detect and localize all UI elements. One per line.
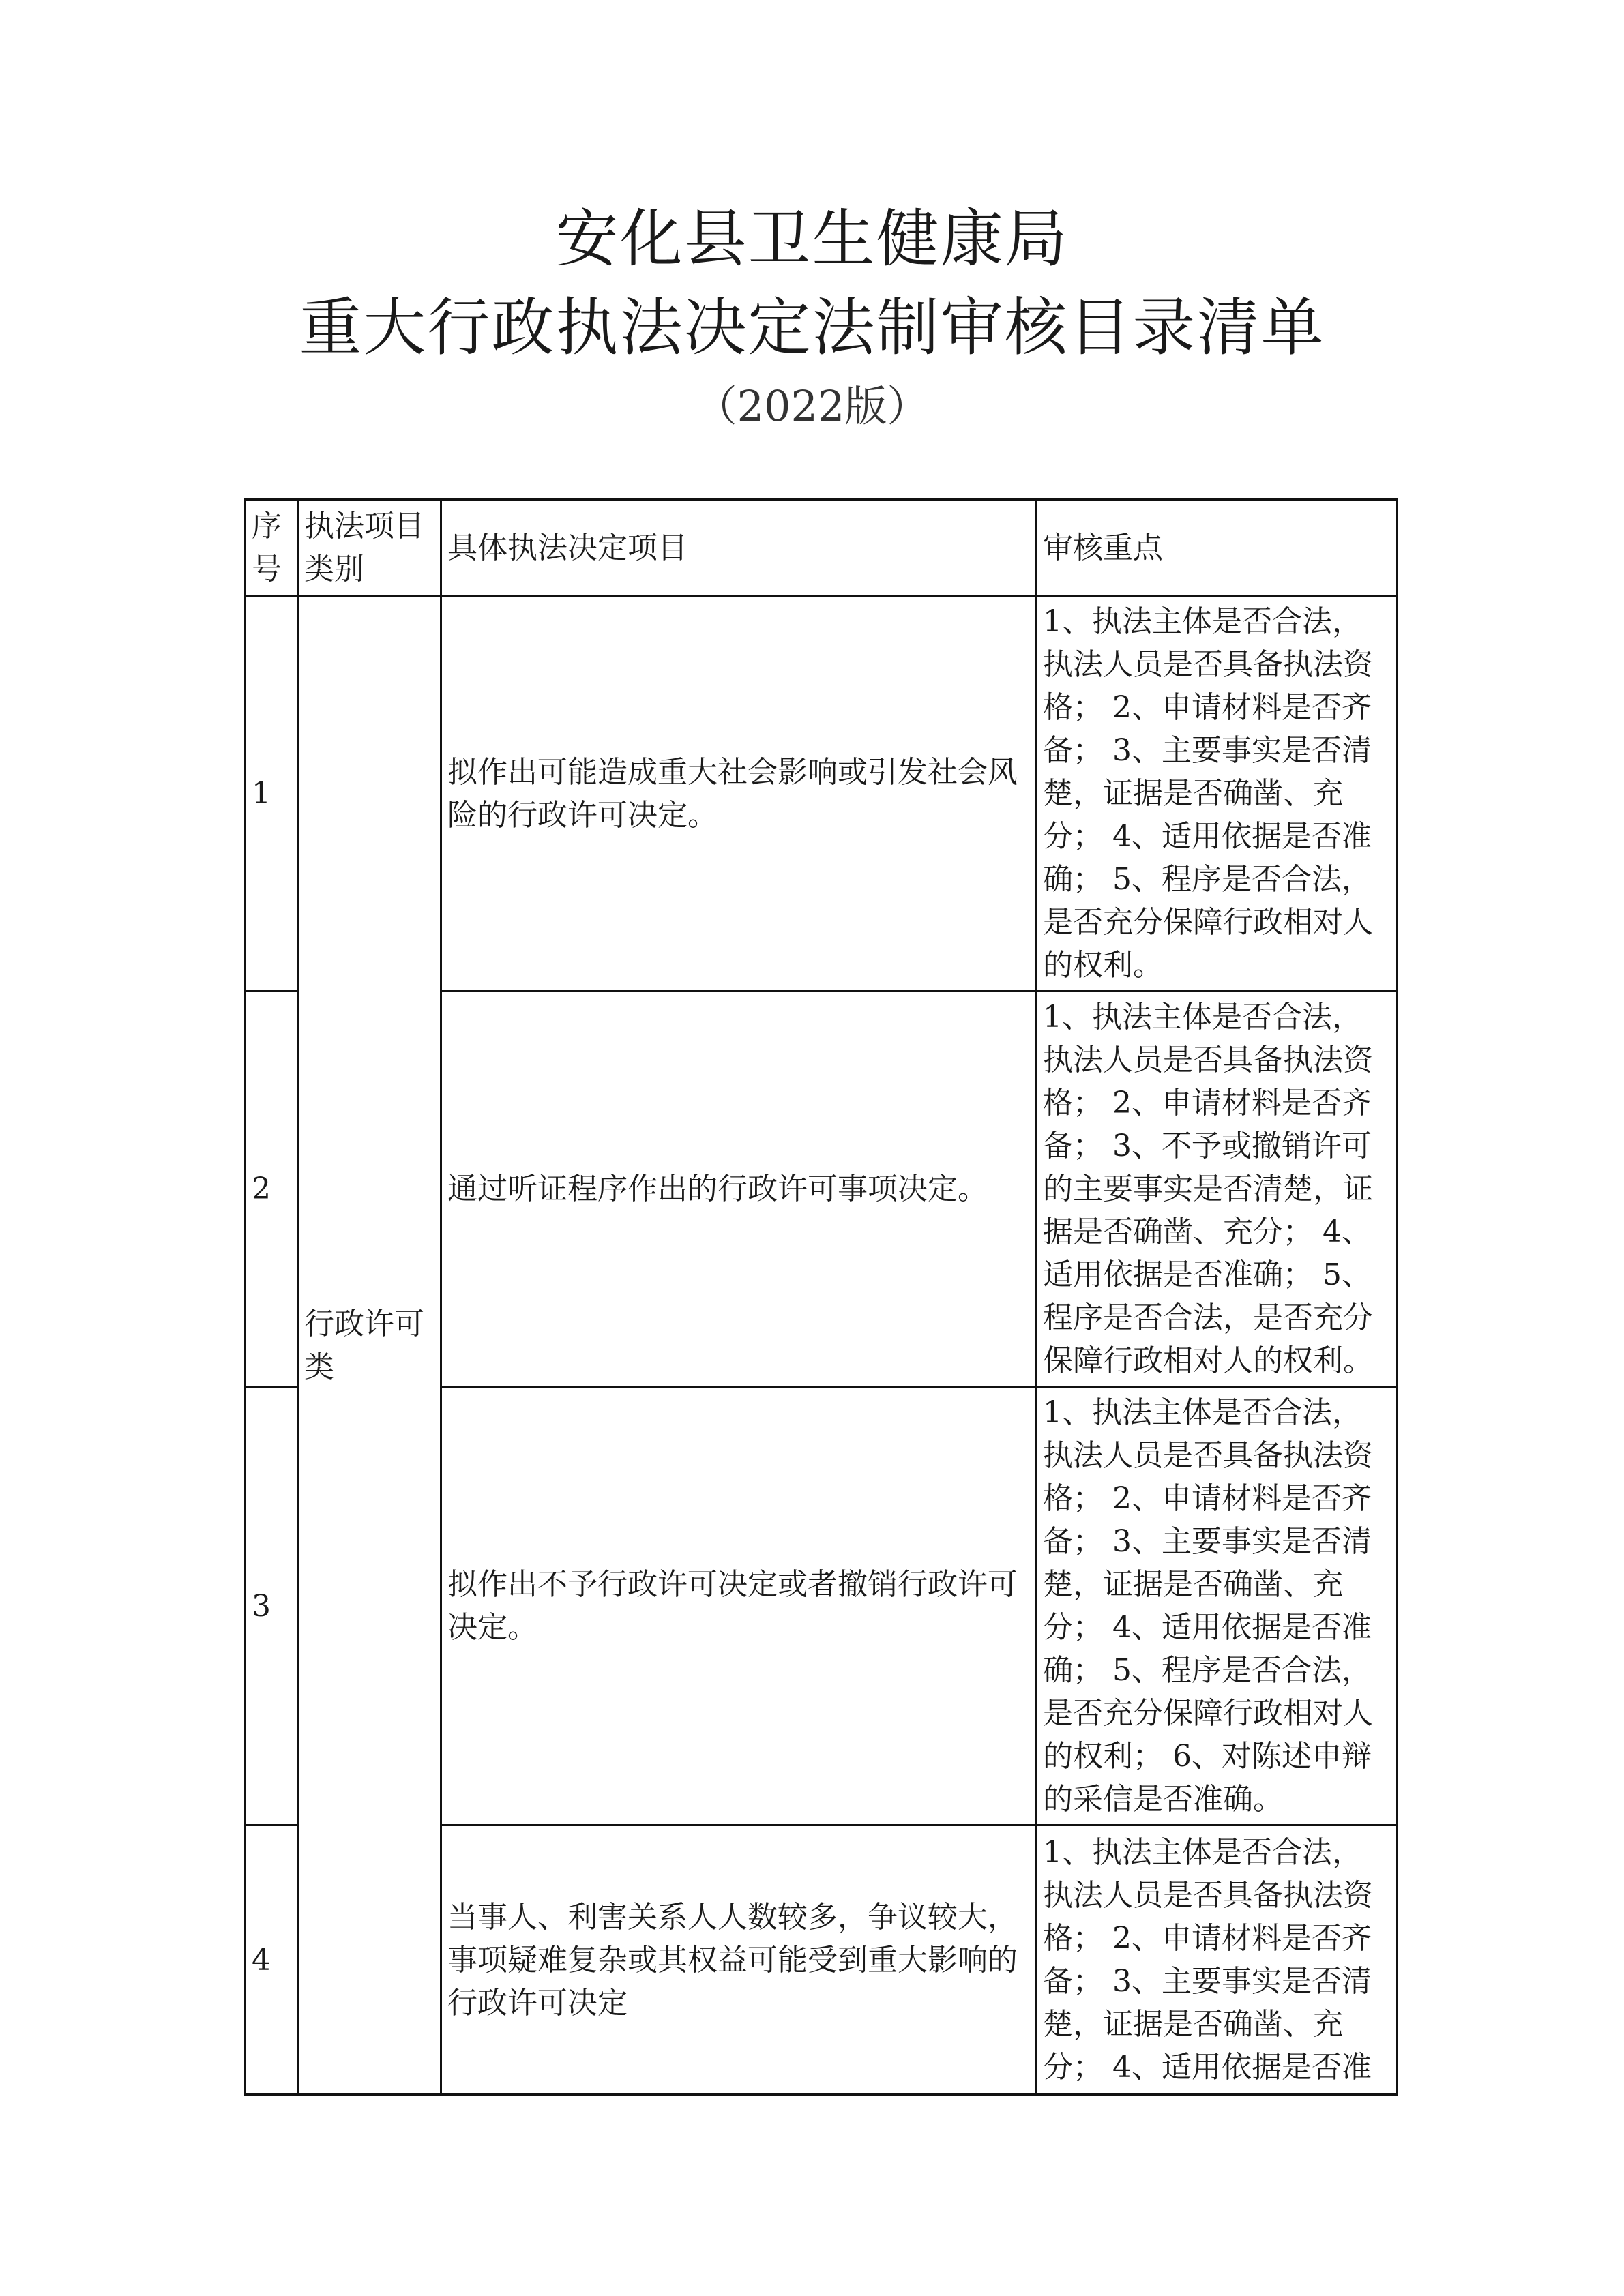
- document-edition: （2022版）: [694, 381, 930, 431]
- review-list-table: [244, 498, 1398, 2096]
- row-no: 1: [246, 596, 298, 992]
- document-title-line2: 重大行政执法决定法制审核目录清单: [299, 291, 1325, 364]
- row-no: 4: [246, 1825, 298, 2095]
- header-review: 审核重点: [1037, 500, 1397, 596]
- row-review: 1、执法主体是否合法，执法人员是否具备执法资格； 2、申请材料是否齐备； 3、主要事实是否清楚，证据是否确凿、充分； 4、适用依据是否准: [1037, 1825, 1397, 2095]
- document-title-line1: 安化县卫生健康局: [555, 203, 1069, 275]
- category-cell: 行政许可类: [298, 596, 441, 2095]
- row-item: 拟作出不予行政许可决定或者撤销行政许可决定。: [441, 1387, 1037, 1825]
- row-review: 1、执法主体是否合法，执法人员是否具备执法资格； 2、申请材料是否齐备； 3、主要事实是否清楚，证据是否确凿、充分； 4、适用依据是否准确； 5、程序是否合法，是否充分保障行政相对人的权利。: [1037, 596, 1397, 992]
- row-item: 拟作出可能造成重大社会影响或引发社会风险的行政许可决定。: [441, 596, 1037, 992]
- row-no: 2: [246, 992, 298, 1387]
- table-row: [246, 596, 1397, 992]
- row-no: 3: [246, 1387, 298, 1825]
- row-item: 当事人、利害关系人人数较多，争议较大，事项疑难复杂或其权益可能受到重大影响的行政许可决定: [441, 1825, 1037, 2095]
- row-item: 通过听证程序作出的行政许可事项决定。: [441, 992, 1037, 1387]
- header-item: 具体执法决定项目: [441, 500, 1037, 596]
- table-header-row: [246, 500, 1397, 596]
- row-review: 1、执法主体是否合法，执法人员是否具备执法资格； 2、申请材料是否齐备； 3、不予或撤销许可的主要事实是否清楚，证据是否确凿、充分； 4、适用依据是否准确； 5、程序是否合法，是否充分保障行政相对人的权利。: [1037, 992, 1397, 1387]
- header-no: 序号: [246, 500, 298, 596]
- header-category: 执法项目类别: [298, 500, 441, 596]
- row-review: 1、执法主体是否合法，执法人员是否具备执法资格； 2、申请材料是否齐备； 3、主要事实是否清楚，证据是否确凿、充分； 4、适用依据是否准确； 5、程序是否合法，是否充分保障行政相对人的权利； 6、对陈述申辩的采信是否准确。: [1037, 1387, 1397, 1825]
